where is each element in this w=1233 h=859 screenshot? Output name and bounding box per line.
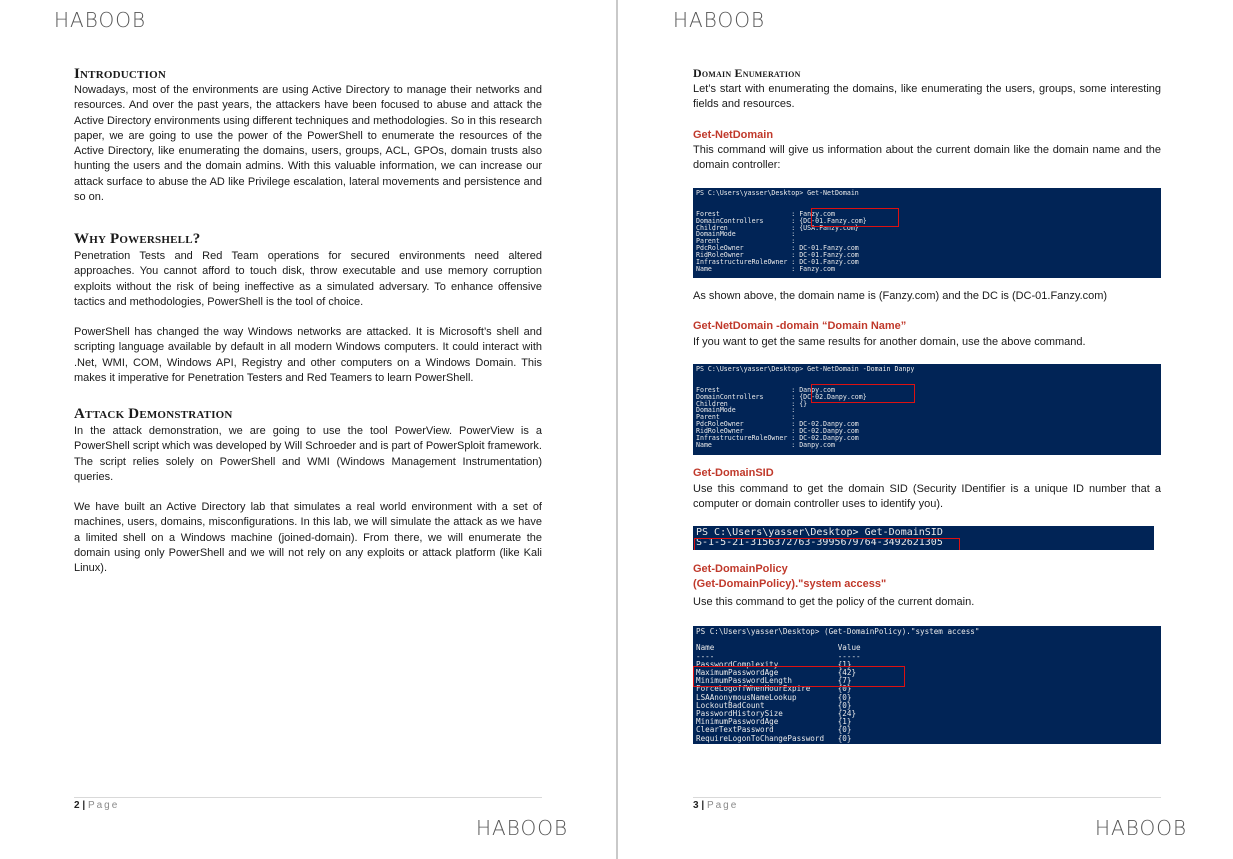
terminal-line: Name : Danpy.com (696, 440, 835, 449)
terminal-line: DomainMode : (696, 406, 796, 415)
terminal-line: DomainControllers : {DC-01.Fanzy.com} (696, 216, 867, 225)
terminal-line: PS C:\Users\yasser\Desktop> Get-NetDomain -Domain Danpy (696, 365, 915, 373)
highlight-box (811, 384, 915, 403)
haboob-logo-footer: HABOOB (476, 816, 569, 840)
footer-rule (693, 797, 1161, 798)
terminal-line: Parent : (696, 413, 796, 422)
cmd-get-netdomain: Get-NetDomain (693, 129, 774, 141)
paragraph-domain-intro: Let’s start with enumerating the domains, like enumerating the users, groups, some interesting fields and resources. (693, 83, 1161, 111)
paragraph-get-netdomain: This command will give us information about the current domain like the domain name and the domain controller: (693, 144, 1161, 172)
page-number: 2 | Page (74, 800, 120, 811)
haboob-logo: HABOOB (54, 8, 147, 32)
cmd-get-domainpolicy: Get-DomainPolicy (693, 563, 788, 575)
haboob-logo: HABOOB (673, 8, 766, 32)
paragraph-attack-demo-1: In the attack demonstration, we are going to use the tool PowerView. PowerView is a PowerShell script which was developed by Will Schroeder and is part of PowerSploit framework. The script relies solely on PowerShell and WMI (Windows Management Instrumentation) queries. (74, 425, 542, 483)
terminal-line: ---- ----- (696, 651, 861, 661)
cmd-get-netdomain-domain: Get-NetDomain -domain “Domain Name” (693, 320, 907, 332)
terminal-line: Name : Fanzy.com (696, 264, 835, 273)
heading-why-powershell: Why Powershell? (74, 231, 201, 247)
paragraph-attack-demo-2: We have built an Active Directory lab that simulates a real world environment with a set of machines, users, domains, misconfigurations. In this lab, we will simulate the attack as we have a limited shell on a Windows machine (joined-domain). From there, we will enumerate the domain using only PowerShell and we will not rely on any exploits or attack platform (like Kali Linux). (74, 501, 542, 575)
heading-domain-enumeration: Domain Enumeration (693, 66, 801, 80)
terminal-line: DomainMode : (696, 230, 796, 239)
heading-attack-demonstration: Attack Demonstration (74, 406, 233, 422)
terminal-line: LockoutBadCount {0} (696, 700, 852, 710)
paragraph-get-domainsid: Use this command to get the domain SID (Security IDentifier is a unique ID number that a computer or domain controller uses to identify you). (693, 483, 1161, 511)
terminal-get-domainsid (693, 526, 1154, 550)
paragraph-introduction: Nowadays, most of the environments are using Active Directory to manage their networks and resources. And over the past years, the attackers have been focused to abuse and attack the Active Directory environments using different techniques and methodologies. So in this research paper, we are going to use the power of the PowerShell to enumerate the resources of the Active Directory, like enumerating the domains, users, groups, ACL, GPOs, domain trusts also hunting the users and the domain admins. With this valuable information, we can increase our attack surface to abuse the AD like Privilege escalation, lateral movements and persistence and so on. (74, 84, 542, 204)
terminal-line: InfrastructureRoleOwner : DC-01.Fanzy.com (696, 258, 859, 267)
page-2 (0, 0, 616, 859)
terminal-line: RidRoleOwner : DC-01.Fanzy.com (696, 251, 859, 260)
terminal-line: PasswordHistorySize {24} (696, 709, 857, 719)
terminal-line: Children : {USA.Fanzy.com} (696, 223, 859, 232)
haboob-logo-footer: HABOOB (1095, 816, 1188, 840)
terminal-line: LSAAnonymousNameLookup {0} (696, 692, 852, 702)
terminal-line: RidRoleOwner : DC-02.Danpy.com (696, 427, 859, 436)
terminal-get-netdomain-domain (693, 364, 1161, 455)
terminal-line: DomainControllers : {DC-02.Danpy.com} (696, 392, 867, 401)
paragraph-why-powershell-1: Penetration Tests and Red Team operations for secured environments need altered approaches. You cannot afford to touch disk, throw executable and use memory corruption exploits without the risk of being ineffective as a simulated adversary. To enhance offensive tactics and methodologies, PowerShell is the tool of choice. (74, 250, 542, 308)
terminal-line: InfrastructureRoleOwner : DC-02.Danpy.com (696, 434, 859, 443)
terminal-line (696, 373, 1158, 380)
terminal-line: S-1-5-21-3156372763-3995679764-3492621305 (696, 537, 943, 548)
cmd-get-domainsid: Get-DomainSID (693, 467, 774, 479)
terminal-line: MinimumPasswordLength {7} (696, 676, 852, 686)
page-number: 3 | Page (693, 800, 739, 811)
page-divider (616, 0, 618, 859)
cmd-get-domainpolicy-system-access: (Get-DomainPolicy)."system access" (693, 578, 887, 590)
terminal-line: PS C:\Users\yasser\Desktop> (Get-DomainPolicy)."system access" (696, 627, 980, 636)
highlight-box (811, 208, 899, 227)
terminal-line: PS C:\Users\yasser\Desktop> Get-NetDomain (696, 189, 859, 197)
page-3 (619, 0, 1233, 859)
highlight-box (693, 666, 905, 687)
heading-introduction: Introduction (74, 66, 166, 82)
terminal-line: MinimumPasswordAge {1} (696, 717, 852, 727)
terminal-line (696, 197, 1158, 204)
terminal-line: Forest : Fanzy.com (696, 209, 835, 218)
terminal-line: Parent : (696, 237, 796, 246)
terminal-line: PdcRoleOwner : DC-02.Danpy.com (696, 420, 859, 429)
terminal-line: PS C:\Users\yasser\Desktop> Get-DomainSID (696, 527, 943, 538)
terminal-line: Forest : Danpy.com (696, 385, 835, 394)
paragraph-get-domainpolicy: Use this command to get the policy of the current domain. (693, 596, 975, 608)
terminal-get-domainpolicy (693, 626, 1161, 744)
footer-rule (74, 797, 542, 798)
paragraph-why-powershell-2: PowerShell has changed the way Windows networks are attacked. It is Microsoft’s shell and scripting language available by default in all modern Windows computers. It could interact with .Net, WMI, COM, Windows API, Registry and other computers on a Windows Domain. This makes it imperative for Penetration Testers and Red Teamers to learn PowerShell. (74, 326, 542, 384)
terminal-line: Children : {} (696, 399, 808, 408)
terminal-line: PasswordComplexity {1} (696, 659, 852, 669)
terminal-get-netdomain (693, 188, 1161, 278)
paragraph-get-netdomain-domain: If you want to get the same results for another domain, use the above command. (693, 336, 1086, 348)
terminal-line: RequireLogonToChangePassword {0} (696, 733, 852, 743)
terminal-line: Name Value (696, 643, 861, 653)
terminal-line: ClearTextPassword {0} (696, 725, 852, 735)
terminal-line: ForceLogoffWhenHourExpire {0} (696, 684, 852, 694)
highlight-box (694, 538, 960, 550)
paragraph-get-netdomain-result: As shown above, the domain name is (Fanzy.com) and the DC is (DC-01.Fanzy.com) (693, 290, 1108, 302)
terminal-line: PdcRoleOwner : DC-01.Fanzy.com (696, 244, 859, 253)
terminal-line: MaximumPasswordAge {42} (696, 668, 857, 678)
